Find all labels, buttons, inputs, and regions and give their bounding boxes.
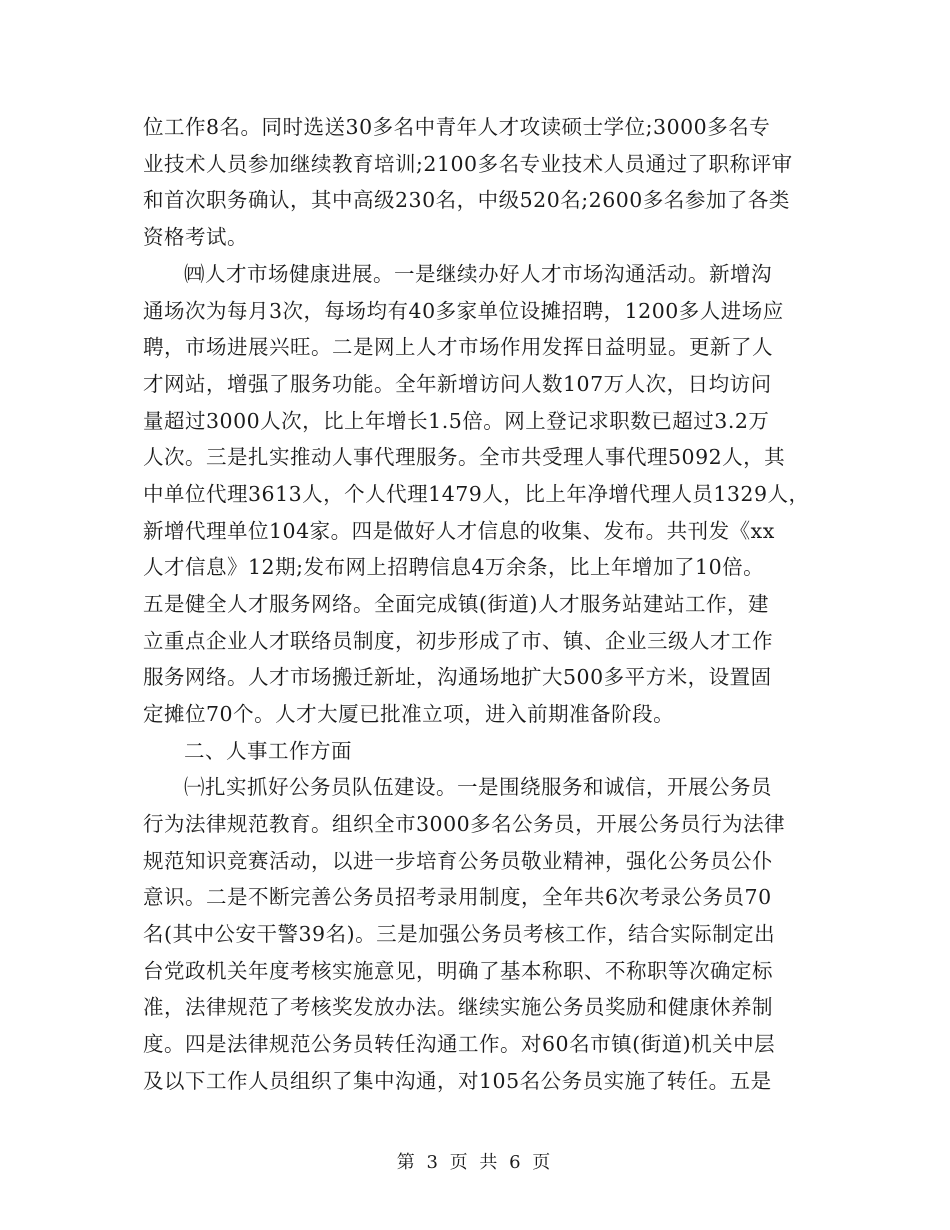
text-line: 意识。二是不断完善公务员招考录用制度，全年共6次考录公务员70 bbox=[143, 885, 772, 909]
text-line: 中单位代理3613人，个人代理1479人，比上年净增代理人员1329人， bbox=[143, 482, 810, 506]
text-line: 量超过3000人次，比上年增长1.5倍。网上登记求职数已超过3.2万 bbox=[143, 409, 770, 433]
text-line: 度。四是法律规范公务员转任沟通工作。对60名市镇(街道)机关中层 bbox=[143, 1032, 776, 1056]
text-line: 及以下工作人员组织了集中沟通，对105名公务员实施了转任。五是 bbox=[143, 1069, 772, 1093]
text-line: 定摊位70个。人才大厦已批准立项，进入前期准备阶段。 bbox=[143, 702, 675, 726]
text-line: 才网站，增强了服务功能。全年新增访问人数107万人次，日均访问 bbox=[143, 372, 772, 396]
text-line: 服务网络。人才市场搬迁新址，沟通场地扩大500多平方米，设置固 bbox=[143, 665, 772, 689]
text-line: 资格考试。 bbox=[143, 225, 248, 249]
paragraph-start-line: ㈣人才市场健康进展。一是继续办好人才市场沟通活动。新增沟 bbox=[184, 262, 772, 286]
text-line: 行为法律规范教育。组织全市3000多名公务员，开展公务员行为法律 bbox=[143, 812, 786, 836]
text-line: 准，法律规范了考核奖发放办法。继续实施公务员奖励和健康休养制 bbox=[143, 995, 773, 1019]
paragraph-start-line: ㈠扎实抓好公务员队伍建设。一是围绕服务和诚信，开展公务员 bbox=[184, 775, 772, 799]
text-line: 位工作8名。同时选送30多名中青年人才攻读硕士学位;3000多名专 bbox=[143, 115, 771, 139]
text-line: 名(其中公安干警39名)。三是加强公务员考核工作，结合实际制定出 bbox=[143, 922, 776, 946]
text-line: 新增代理单位104家。四是做好人才信息的收集、发布。共刊发《xx bbox=[143, 519, 775, 543]
text-line: 台党政机关年度考核实施意见，明确了基本称职、不称职等次确定标 bbox=[143, 959, 773, 983]
page-number-footer: 第 3 页 共 6 页 bbox=[396, 1152, 554, 1173]
text-line: 通场次为每月3次，每场均有40多家单位设摊招聘，1200多人进场应 bbox=[143, 299, 784, 323]
text-line: 人次。三是扎实推动人事代理服务。全市共受理人事代理5092人，其 bbox=[143, 445, 786, 469]
text-line: 规范知识竞赛活动，以进一步培育公务员敬业精神，强化公务员公仆 bbox=[143, 849, 773, 873]
section-heading: 二、人事工作方面 bbox=[184, 739, 352, 763]
text-line: 五是健全人才服务网络。全面完成镇(街道)人才服务站建站工作，建 bbox=[143, 592, 769, 616]
text-line: 业技术人员参加继续教育培训;2100多名专业技术人员通过了职称评审 bbox=[143, 152, 793, 176]
text-line: 人才信息》12期;发布网上招聘信息4万余条，比上年增加了10倍。 bbox=[143, 555, 765, 579]
text-line: 和首次职务确认，其中高级230名，中级520名;2600多名参加了各类 bbox=[143, 188, 790, 212]
text-line: 立重点企业人才联络员制度，初步形成了市、镇、企业三级人才工作 bbox=[143, 629, 773, 653]
text-line: 聘，市场进展兴旺。二是网上人才市场作用发挥日益明显。更新了人 bbox=[143, 335, 773, 359]
